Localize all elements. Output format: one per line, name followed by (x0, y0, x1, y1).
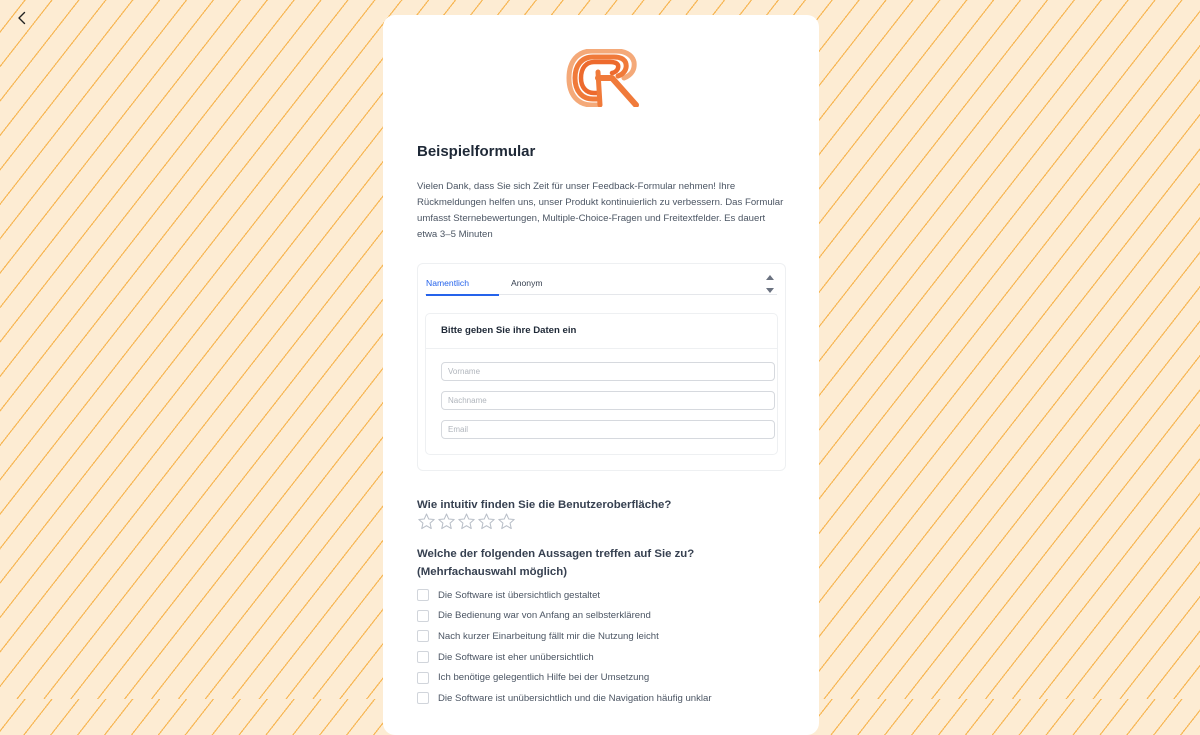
scroll-arrows-icon[interactable] (765, 273, 775, 295)
checkbox[interactable] (417, 672, 429, 684)
star-rating (417, 512, 516, 531)
star-icon[interactable] (497, 512, 516, 531)
form-card (383, 15, 819, 735)
form-title: Beispielformular (417, 143, 536, 160)
data-card-heading: Bitte geben Sie ihre Daten ein (426, 314, 777, 349)
star-icon[interactable] (437, 512, 456, 531)
first-name-input[interactable] (441, 362, 775, 381)
email-input[interactable] (441, 420, 775, 439)
form-intro: Vielen Dank, dass Sie sich Zeit für unser Feedback-Formular nehmen! Ihre Rückmeldungen helfen uns, unser Produkt kontinuierlich zu verbessern. Das Formular umfasst Sternebewertungen, Multiple-Choice-Fragen und Freitextfelder. Es dauert etwa 3–5 Minuten (417, 181, 784, 240)
option-label: Die Software ist eher unübersichtlich (438, 651, 594, 663)
checkbox-list (417, 585, 712, 709)
tab-anonym[interactable]: Anonym (511, 278, 543, 288)
checkbox[interactable] (417, 610, 429, 622)
checkbox[interactable] (417, 589, 429, 601)
option-label: Die Bedienung war von Anfang an selbsterklärend (438, 610, 651, 622)
checkbox-option[interactable] (417, 626, 712, 647)
option-label: Die Software ist übersichtlich gestaltet (438, 589, 601, 601)
option-label: Nach kurzer Einarbeitung fällt mir die Nutzung leicht (438, 630, 659, 642)
personal-data-card (425, 313, 778, 455)
identity-tabs (417, 263, 786, 471)
tab-namentlich[interactable]: Namentlich (426, 278, 499, 296)
checkbox-option[interactable] (417, 606, 712, 627)
back-button[interactable] (12, 8, 32, 28)
logo-r-icon (566, 49, 640, 107)
star-icon[interactable] (477, 512, 496, 531)
option-label: Ich benötige gelegentlich Hilfe bei der Umsetzung (438, 672, 650, 684)
star-icon[interactable] (417, 512, 436, 531)
multiple-choice-question: Welche der folgenden Aussagen treffen auf Sie zu? (Mehrfachauswahl möglich) (417, 548, 695, 578)
tab-bar (425, 276, 777, 295)
checkbox-option[interactable] (417, 667, 712, 688)
checkbox-option[interactable] (417, 647, 712, 668)
checkbox[interactable] (417, 630, 429, 642)
checkbox-option[interactable] (417, 688, 712, 709)
option-label: Die Software ist unübersichtlich und die Navigation häufig unklar (438, 692, 712, 704)
checkbox[interactable] (417, 692, 429, 704)
chevron-left-icon (16, 11, 28, 25)
rating-question: Wie intuitiv finden Sie die Benutzeroberfläche? (417, 499, 672, 511)
last-name-input[interactable] (441, 391, 775, 410)
star-icon[interactable] (457, 512, 476, 531)
checkbox-option[interactable] (417, 585, 712, 606)
checkbox[interactable] (417, 651, 429, 663)
